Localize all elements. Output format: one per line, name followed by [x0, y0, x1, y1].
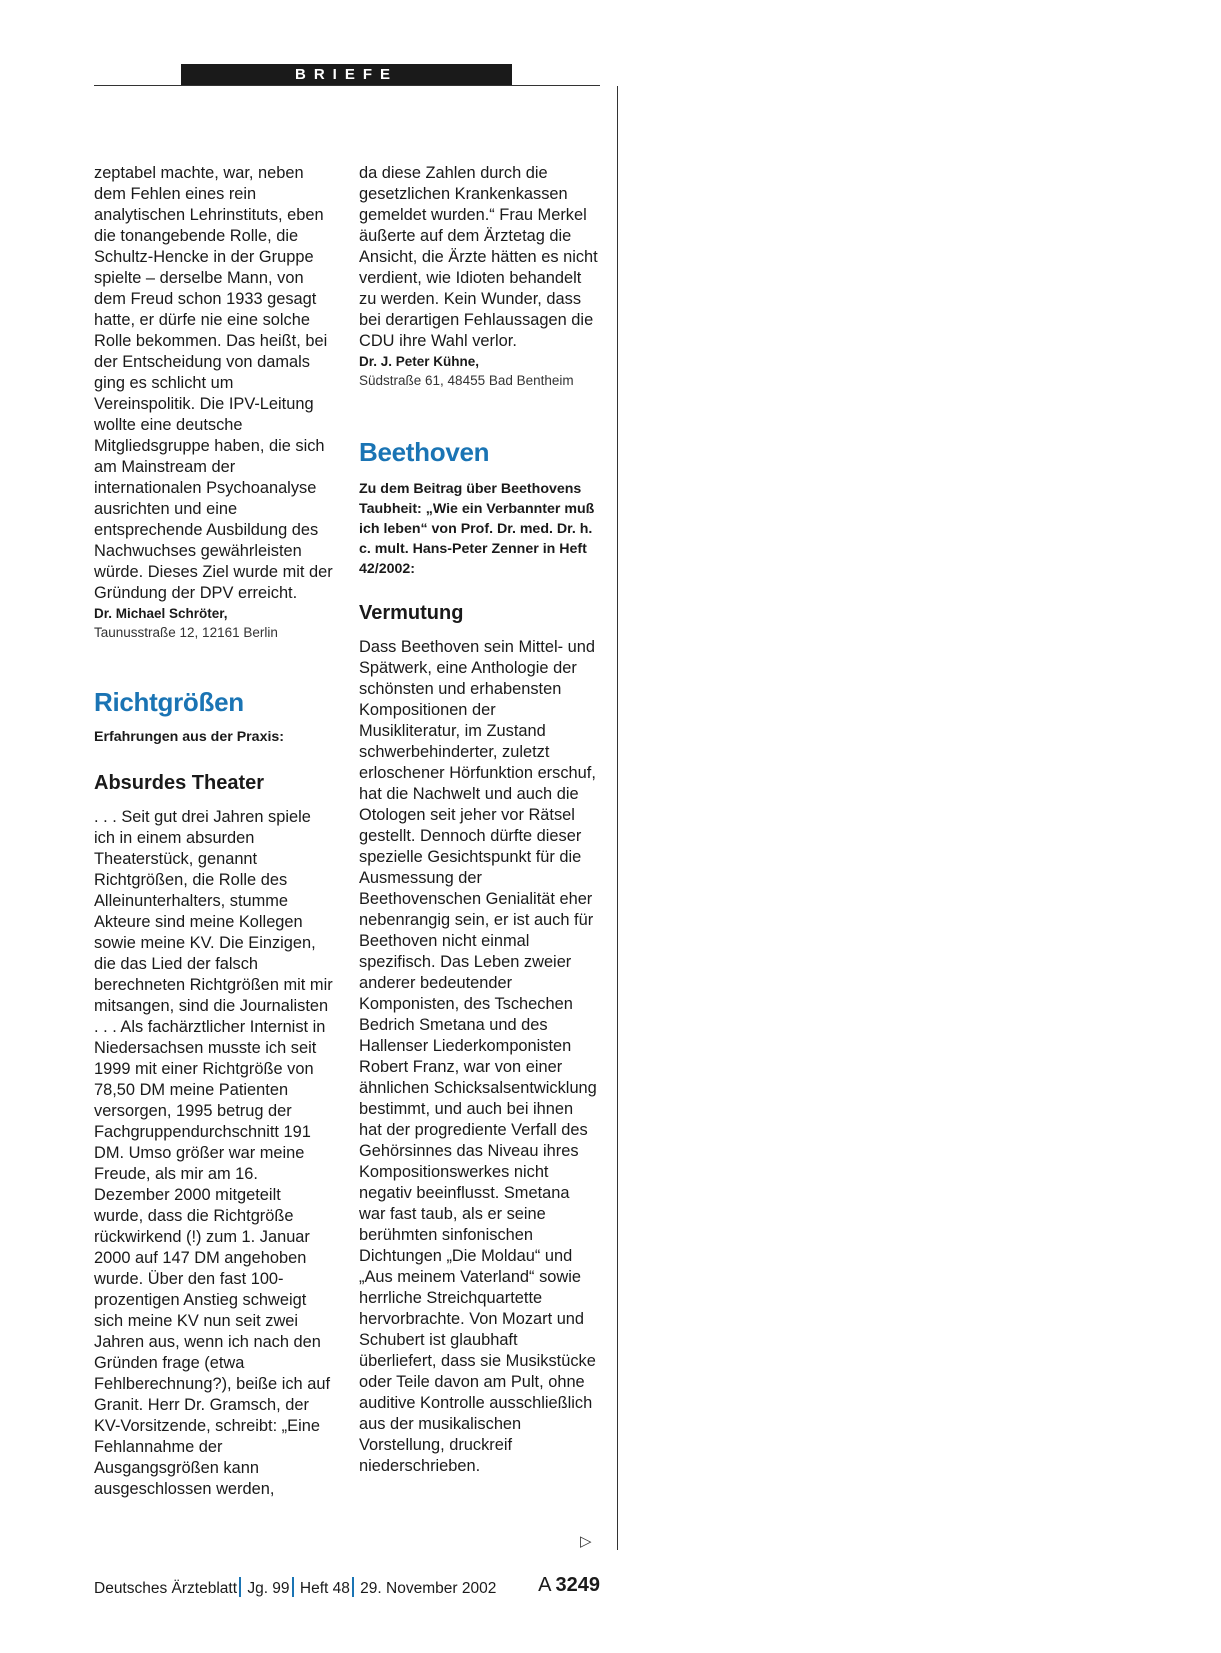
section-label: BRIEFE — [181, 64, 512, 85]
letter-heading-vermutung: Vermutung — [359, 602, 464, 624]
signature-address-kuehne: Südstraße 61, 48455 Bad Bentheim — [359, 373, 574, 388]
page-number — [538, 1574, 600, 1597]
column-divider-rule — [617, 86, 618, 1550]
topic-intro-richtgroessen: Erfahrungen aus der Praxis: — [94, 729, 285, 745]
continue-arrow-icon: ▷ — [580, 1533, 592, 1550]
page-prefix: A — [538, 1574, 552, 1596]
footer-journal: Deutsches Ärzteblatt — [94, 1580, 238, 1597]
letter-text-vermutung: Dass Beethoven sein Mittel- und Spätwerk, eine Anthologie der schönsten und erhabensten Kompositionen der Musikliteratur, im Zustand schwerbehinderter, zuletzt erloschener Hörfunktion erschuf, hat die Nachwelt und auch die Otologen seit jeher vor Rätsel gestellt. Dennoch dürfte dieser spezielle Gesichtspunkt für die Ausmessung der Beethovenschen Genialität eher nebenrangig sein, er ist auch für Beethoven nicht einmal spezifisch. Das Leben zweier anderer bedeutender Komponisten, des Tschechen Bedrich Smetana und des Hallenser Liederkomponisten Robert Franz, war von einer ähnlichen Schicksalsentwicklung bestimmt, und auch bei ihnen hat der progrediente Verfall des Gehörsinnes das Niveau ihres Kompositionswerkes nicht negativ beeinflusst. Smetana war fast taub, als er seine berühmten sinfonischen Dichtungen „Die Moldau“ und „Aus meinem Vaterland“ sowie herrliche Streichquartette hervorbrachte. Von Mozart und Schubert ist glaubhaft überliefert, dass sie Musikstücke oder Teile davon am Pult, ohne auditive Kontrolle ausschließlich aus der musikalischen Vorstellung, druckreif niederschrieben. — [359, 638, 597, 1475]
topic-intro-beethoven: Zu dem Beitrag über Beethovens Taubheit: „Wie ein Verbannter muß ich leben“ von Prof. Dr. med. Dr. h. c. mult. Hans-Peter Zenner in Heft 42/2002: — [359, 481, 595, 577]
topic-heading-richtgroessen: Richtgrößen — [94, 687, 244, 717]
footer-separator — [292, 1577, 294, 1597]
footer-issue: Heft 48 — [299, 1580, 350, 1597]
signature-name-schroeter: Dr. Michael Schröter, — [94, 606, 228, 621]
topic-heading-beethoven: Beethoven — [359, 437, 490, 467]
left-column — [94, 163, 334, 1500]
signature-name-kuehne: Dr. J. Peter Kühne, — [359, 354, 480, 369]
letter-text-kuehne-continued: da diese Zahlen durch die gesetzlichen Krankenkassen gemeldet wurden.“ Frau Merkel äußerte auf dem Ärztetag die Ansicht, die Ärzte hätten es nicht verdient, wie Idioten behandelt zu werden. Kein Wunder, dass bei derartigen Fehlaussagen die CDU ihre Wahl verlor. — [359, 164, 598, 350]
header-rule — [94, 85, 600, 86]
footer-separator — [352, 1577, 354, 1597]
signature-address-schroeter: Taunusstraße 12, 12161 Berlin — [94, 625, 278, 640]
letter-text-schroeter: zeptabel machte, war, neben dem Fehlen eines rein analytischen Lehrinstituts, eben die tonangebende Rolle, die Schultz-Hencke in der Gruppe spielte – derselbe Mann, von dem Freud schon 1933 gesagt hatte, er dürfe nie eine solche Rolle bekommen. Das heißt, bei der Entscheidung von damals ging es schlicht um Vereinspolitik. Die IPV-Leitung wollte eine deutsche Mitgliedsgruppe haben, die sich am Mainstream der internationalen Psychoanalyse ausrichten und eine entsprechende Ausbildung des Nachwuchses gewährleisten würde. Dieses Ziel wurde mit der Gründung der DPV erreicht. — [94, 164, 333, 602]
right-column — [359, 163, 599, 1477]
page-number-value: 3249 — [555, 1574, 600, 1596]
footer-volume: Jg. 99 — [247, 1580, 290, 1597]
letter-text-absurdes-theater: . . . Seit gut drei Jahren spiele ich in einem absurden Theaterstück, genannt Richtgrößen, die Rolle des Alleinunterhalters, stumme Akteure sind meine Kollegen sowie meine KV. Die Einzigen, die das Lied der falsch berechneten Richtgrößen mit mir mitsangen, sind die Journalisten . . . Als fachärztlicher Internist in Niedersachsen musste ich seit 1999 mit einer Richtgröße von 78,50 DM meine Patienten versorgen, 1995 betrug der Fachgruppendurchschnitt 191 DM. Umso größer war meine Freude, als mir am 16. Dezember 2000 mitgeteilt wurde, dass die Richtgröße rückwirkend (!) zum 1. Januar 2000 auf 147 DM angehoben wurde. Über den fast 100-prozentigen Anstieg schweigt sich meine KV nun seit zwei Jahren aus, wenn ich nach den Gründen frage (etwa Fehlberechnung?), beiße ich auf Granit. Herr Dr. Gramsch, der KV-Vorsitzende, schreibt: „Eine Fehlannahme der Ausgangsgrößen kann ausgeschlossen werden, — [94, 808, 333, 1498]
footer-separator — [239, 1577, 241, 1597]
footer-date: 29. November 2002 — [360, 1580, 497, 1597]
letter-heading-absurdes-theater: Absurdes Theater — [94, 772, 265, 794]
page-footer — [94, 1574, 600, 1603]
